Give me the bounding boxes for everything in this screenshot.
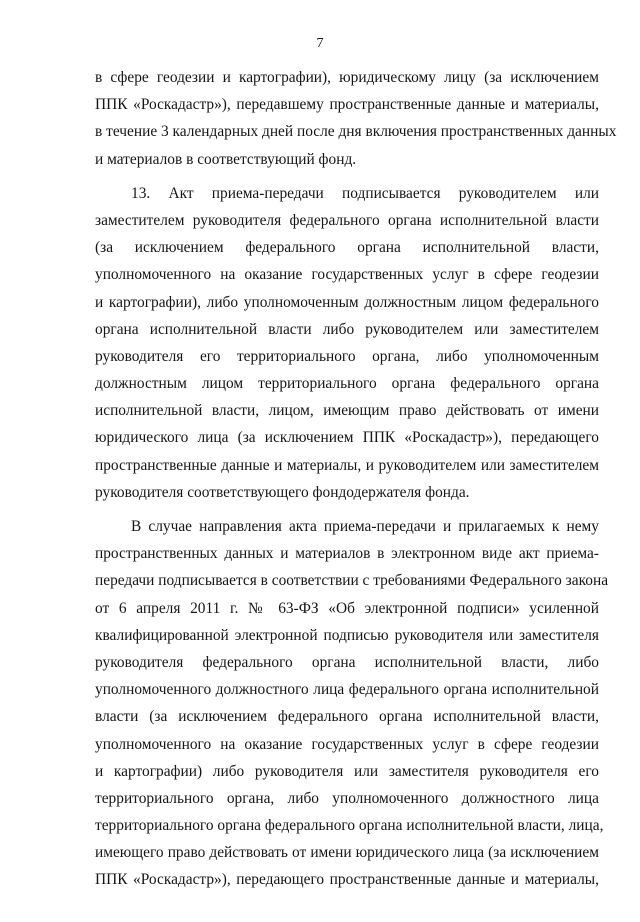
text-line: руководителя соответствующего фондодержателя фонда.: [95, 483, 470, 501]
text-line: имеющего право действовать от имени юридического лица (за исключением: [95, 844, 599, 862]
text-line: власти (за исключением федерального органа исполнительной власти,: [95, 708, 599, 726]
text-line: уполномоченного на оказание государственных услуг в сфере геодезии: [95, 735, 599, 753]
text-line: 13. Акт приема-передачи подписывается руководителем или: [131, 184, 599, 202]
document-body: [95, 64, 617, 894]
text-line: заместителем руководителя федерального органа исполнительной власти: [95, 211, 599, 229]
text-line: и материалов в соответствующий фонд.: [95, 150, 357, 168]
text-line: передачи подписывается в соответствии с требованиями Федерального закона: [95, 572, 609, 590]
text-line: уполномоченного на оказание государственных услуг в сфере геодезии: [95, 266, 599, 284]
text-line: ППК «Роскадастр»), передающего пространственные данные и материалы,: [95, 871, 599, 889]
paragraph-item-13: [95, 180, 599, 506]
text-line: органа исполнительной власти либо руководителем или заместителем: [95, 320, 599, 338]
text-line: В случае направления акта приема-передачи и прилагаемых к нему: [131, 518, 599, 535]
text-line: квалифицированной электронной подписью руководителя или заместителя: [95, 626, 599, 644]
text-line: уполномоченного должностного лица федерального органа исполнительной: [95, 681, 599, 699]
text-line: юридического лица (за исключением ППК «Роскадастр»), передающего: [95, 429, 599, 447]
text-line: в течение 3 календарных дней после дня включения пространственных данных: [95, 123, 617, 141]
text-line: руководителя федерального органа исполнительной власти, либо: [95, 653, 599, 671]
text-line: руководителя его территориального органа, либо уполномоченным: [95, 347, 599, 365]
text-line: ППК «Роскадастр»), передавшему пространственные данные и материалы,: [95, 96, 599, 114]
text-line: территориального органа, либо уполномоченного должностного лица: [95, 789, 599, 807]
text-line: должностным лицом территориального органа федерального органа: [95, 375, 599, 393]
text-line: и картографии) либо руководителя или заместителя руководителя его: [95, 762, 599, 780]
text-line: пространственные данные и материалы, и руководителем или заместителем: [95, 456, 599, 474]
text-line: и картографии), либо уполномоченным должностным лицом федерального: [95, 293, 599, 311]
page-number: 7: [316, 36, 324, 51]
paragraph-electronic-signature: [95, 513, 609, 894]
text-line: (за исключением федерального органа исполнительной власти,: [95, 239, 599, 257]
paragraph-transfer-deadline: [95, 64, 617, 173]
text-line: в сфере геодезии и картографии), юридическому лицу (за исключением: [95, 69, 599, 86]
text-line: от 6 апреля 2011 г. № 63-ФЗ «Об электронной подписи» усиленной: [95, 599, 599, 617]
text-line: территориального органа федерального органа исполнительной власти, лица,: [95, 817, 604, 835]
text-line: пространственных данных и материалов в электронном виде акт приема-: [95, 545, 599, 563]
text-line: исполнительной власти, лицом, имеющим право действовать от имени: [95, 402, 599, 420]
